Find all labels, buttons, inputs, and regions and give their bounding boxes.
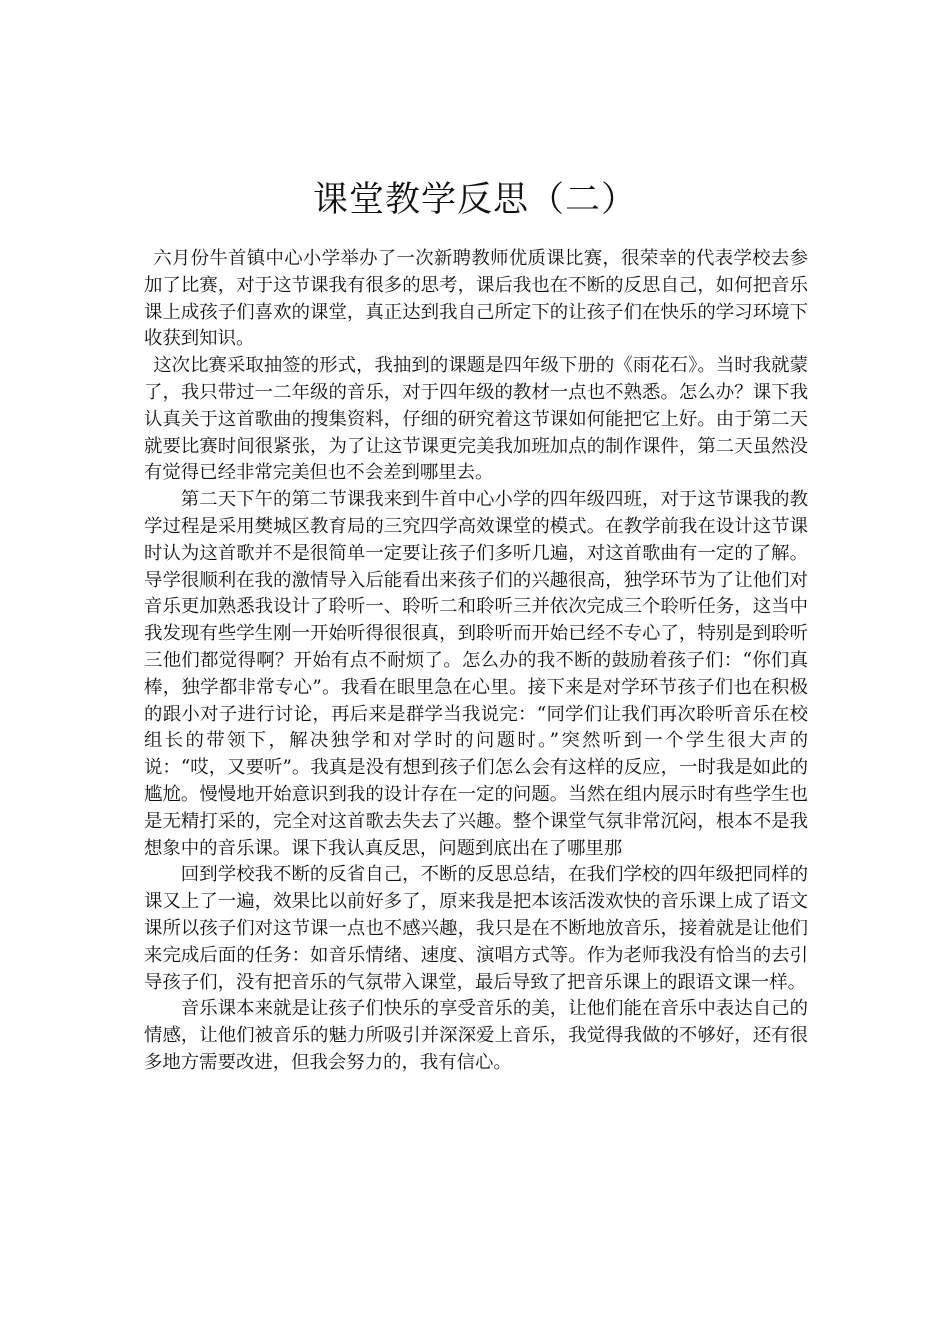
- paragraph-1: 六月份牛首镇中心小学举办了一次新聘教师优质课比赛，很荣幸的代表学校去参加了比赛，对于这节课我有很多的思考，课后我也在不断的反思自己，如何把音乐课上成孩子们喜欢的课堂，真正达到我自己所定下的让孩子们在快乐的学习环境下收获到知识。: [144, 248, 808, 350]
- paragraph-3: 第二天下午的第二节课我来到牛首中心小学的四年级四班，对于这节课我的教学过程是采用樊城区教育局的三究四学高效课堂的模式。在教学前我在设计这节课时认为这首歌并不是很简单一定要让孩子们多听几遍，对这首歌曲有一定的了解。导学很顺利在我的激情导入后能看出来孩子们的兴趣很高，独学环节为了让他们对音乐更加熟悉我设计了聆听一、聆听二和聆听三并依次完成三个聆听任务，这当中我发现有些学生刚一开始听得很很真，到聆听而开始已经不专心了，特别是到聆听三他们都觉得啊？开始有点不耐烦了。怎么办的我不断的鼓励着孩子们：“你们真棒，独学都非常专心”。我看在眼里急在心里。接下来是对学环节孩子们也在积极的跟小对子进行讨论，再后来是群学当我说完：“同学们让我们再次聆听音乐在校组长的带领下，解决独学和对学时的问题时。”突然听到一个学生很大声的说：“哎，又要听”。我真是没有想到孩子们怎么会有这样的反应，一时我是如此的尴尬。慢慢地开始意识到我的设计存在一定的问题。当然在组内展示时有些学生也是无精打采的，完全对这首歌去失去了兴趣。整个课堂气氛非常沉闷，根本不是我想象中的音乐课。课下我认真反思，问题到底出在了哪里那: [144, 489, 808, 859]
- document-title: 课堂教学反思（二）: [312, 180, 637, 220]
- document-body: [144, 246, 808, 1077]
- paragraph-2: 这次比赛采取抽签的形式，我抽到的课题是四年级下册的《雨花石》。当时我就蒙了，我只带过一二年级的音乐，对于四年级的教材一点也不熟悉。怎么办？课下我认真关于这首歌曲的搜集资料，仔细的研究着这节课如何能把它上好。由于第二天就要比赛时间很紧张，为了让这节课更完美我加班加点的制作课件，第二天虽然没有觉得已经非常完美但也不会差到哪里去。: [144, 355, 808, 484]
- paragraph-4: 回到学校我不断的反省自己，不断的反思总结，在我们学校的四年级把同样的课又上了一遍，效果比以前好多了，原来我是把本该活泼欢快的音乐课上成了语文课所以孩子们对这节课一点也不感兴趣，我只是在不断地放音乐，接着就是让他们来完成后面的任务：如音乐情绪、速度、演唱方式等。作为老师我没有恰当的去引导孩子们，没有把音乐的气氛带入课堂，最后导致了把音乐课上的跟语文课一样。: [144, 864, 808, 993]
- paragraph-5: 音乐课本来就是让孩子们快乐的享受音乐的美，让他们能在音乐中表达自己的情感，让他们被音乐的魅力所吸引并深深爱上音乐，我觉得我做的不够好，还有很多地方需要改进，但我会努力的，我有信心。: [144, 998, 808, 1073]
